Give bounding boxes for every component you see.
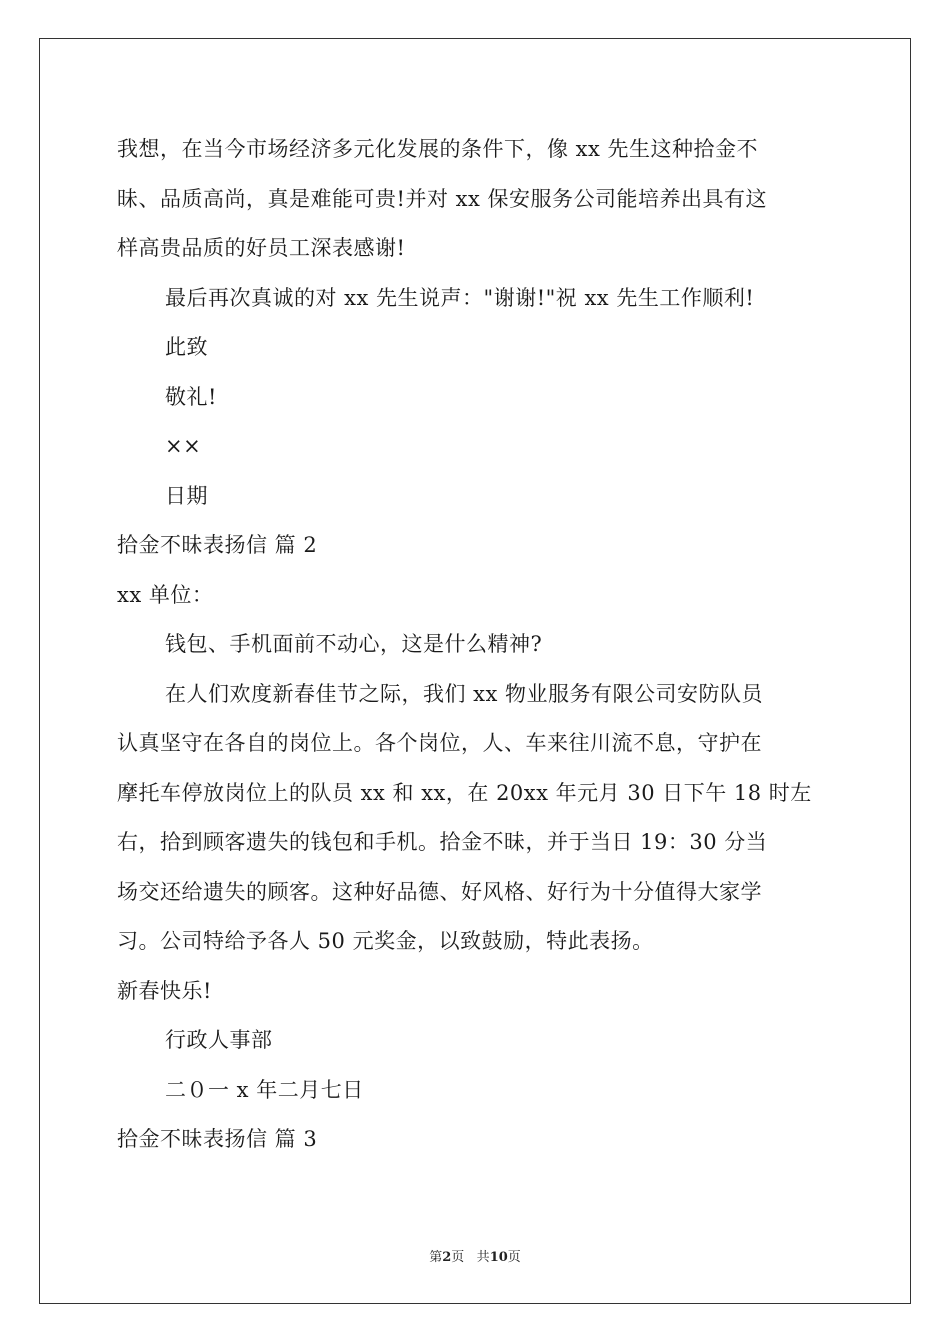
text-line: 场交还给遗失的顾客。这种好品德、好风格、好行为十分值得大家学 [117,879,762,904]
text-line: 右，拾到顾客遗失的钱包和手机。拾金不昧，并于当日 19：30 分当 [117,830,768,854]
date-line: 二０一 x 年二月七日 [165,1077,364,1102]
signature-department: 行政人事部 [165,1028,273,1052]
text-line: 我想，在当今市场经济多元化发展的条件下，像 xx 先生这种拾金不 [117,137,759,161]
text-line: 样高贵品质的好员工深表感谢! [117,236,406,260]
closing-wish-line: 最后再次真诚的对 xx 先生说声："谢谢!"祝 xx 先生工作顺利! [165,285,755,310]
greeting-line: 新春快乐! [117,978,212,1003]
signature: ×× [165,434,202,458]
page-number: 2 [442,1250,452,1265]
text-line: 在人们欢度新春佳节之际，我们 xx 物业服务有限公司安防队员 [165,681,764,706]
text-line: 钱包、手机面前不动心，这是什么精神? [165,632,543,656]
page-suffix: 页 [451,1250,465,1265]
total-suffix: 页 [507,1250,521,1265]
recipient-line: xx 单位： [117,582,214,607]
total-pages: 10 [489,1250,508,1265]
section-heading: 拾金不昧表扬信 篇 3 [117,1127,318,1151]
total-prefix: 共 [476,1250,490,1265]
date-line: 日期 [165,483,208,508]
text-line: 昧、品质高尚，真是难能可贵!并对 xx 保安服务公司能培养出具有这 [117,186,767,211]
page-footer [0,1246,950,1265]
text-line: 认真坚守在各自的岗位上。各个岗位，人、车来往川流不息，守护在 [117,731,762,755]
page-prefix: 第 [429,1250,443,1265]
text-line: 习。公司特给予各人 50 元奖金，以致鼓励，特此表扬。 [117,929,654,953]
text-line: 摩托车停放岗位上的队员 xx 和 xx，在 20xx 年元月 30 日下午 18 时左 [117,780,812,805]
section-heading: 拾金不昧表扬信 篇 2 [117,533,318,557]
salutation-jingli: 敬礼! [165,384,217,409]
document-body [117,125,837,1165]
salutation-cizhi: 此致 [165,335,208,359]
